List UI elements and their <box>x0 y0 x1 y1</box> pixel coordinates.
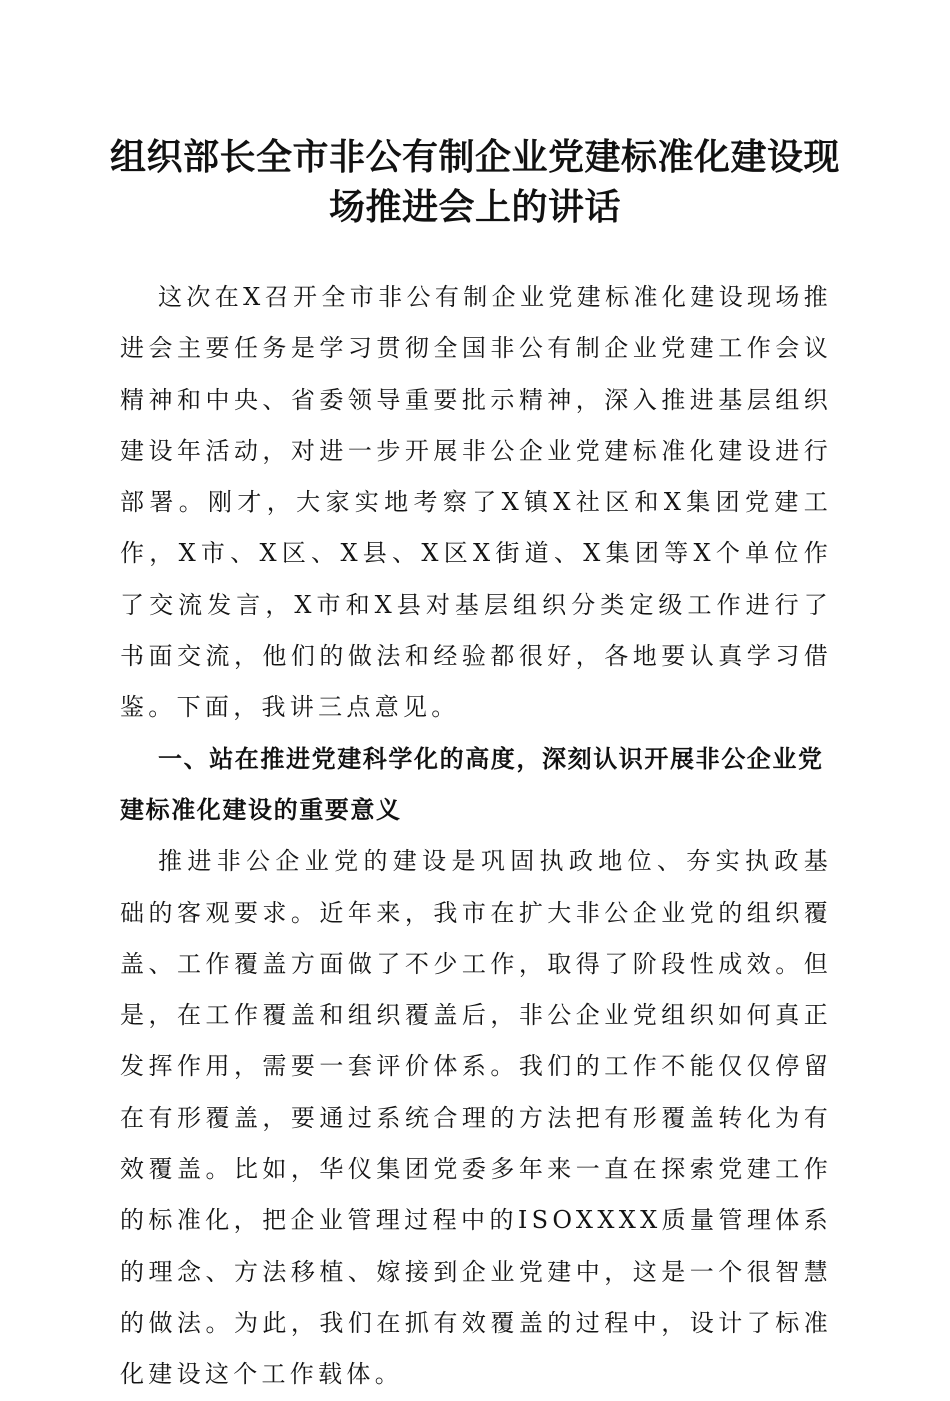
paragraph-intro: 这次在X召开全市非公有制企业党建标准化建设现场推进会主要任务是学习贯彻全国非公有制企业党建工作会议精神和中央、省委领导重要批示精神，深入推进基层组织建设年活动，对进一步开展非公企业党建标准化建设进行部署。刚才，大家实地考察了X镇X社区和X集团党建工作，X市、X区、X县、X区X街道、X集团等X个单位作了交流发言，X市和X县对基层组织分类定级工作进行了书面交流，他们的做法和经验都很好，各地要认真学习借鉴。下面，我讲三点意见。 <box>120 283 832 722</box>
document-body <box>120 272 832 1401</box>
title-line-1: 组织部长全市非公有制企业党建标准化建设现 <box>109 136 840 178</box>
paragraph-section-1: 推进非公企业党的建设是巩固执政地位、夯实执政基础的客观要求。近年来，我市在扩大非公企业党的组织覆盖、工作覆盖方面做了不少工作，取得了阶段性成效。但是，在工作覆盖和组织覆盖后，非公企业党组织如何真正发挥作用，需要一套评价体系。我们的工作不能仅仅停留在有形覆盖，要通过系统合理的方法把有形覆盖转化为有效覆盖。比如，华仪集团党委多年来一直在探索党建工作的标准化，把企业管理过程中的ISOXXXX质量管理体系的理念、方法移植、嫁接到企业党建中，这是一个很智慧的做法。为此，我们在抓有效覆盖的过程中，设计了标准化建设这个工作载体。 <box>120 847 832 1389</box>
title-line-2: 场推进会上的讲话 <box>328 186 621 228</box>
document-title <box>100 132 850 232</box>
section-heading-1: 一、站在推进党建科学化的高度，深刻认识开展非公企业党建标准化建设的重要意义 <box>120 744 824 824</box>
